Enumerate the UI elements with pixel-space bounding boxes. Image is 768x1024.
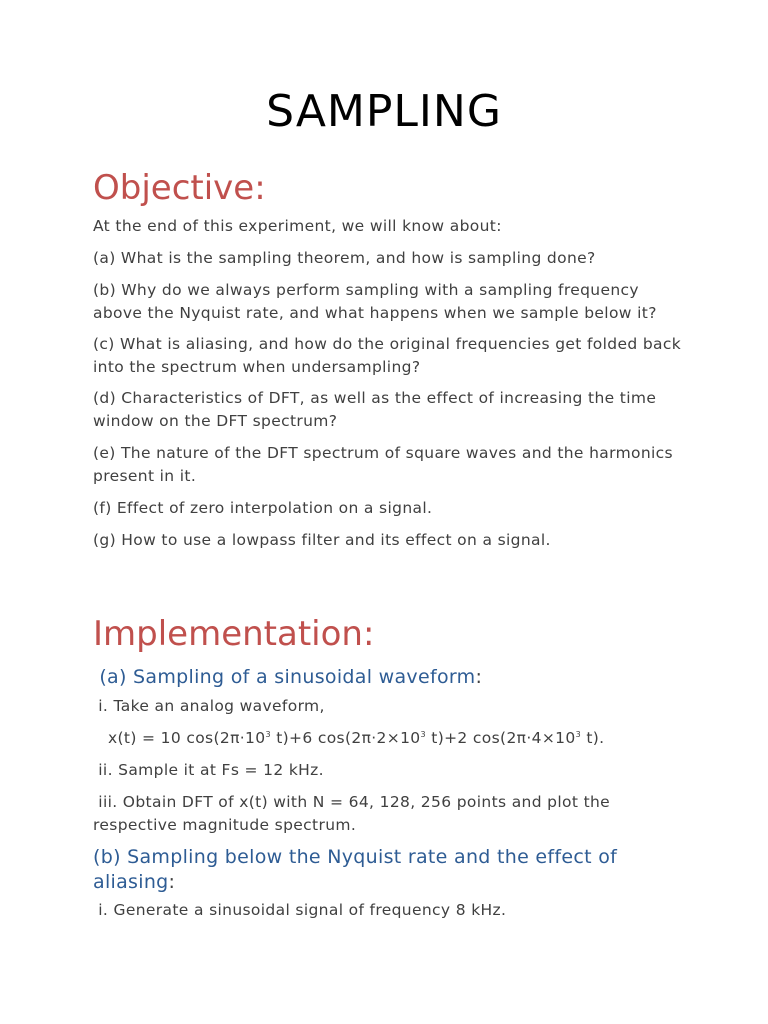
section-b-step-i: i. Generate a sinusoidal signal of frequency 8 kHz.: [93, 901, 507, 919]
objective-item-c: (c) What is aliasing, and how do the original frequencies get folded back into the spectrum when undersampling?: [93, 335, 682, 376]
formula-exponent-3: 3: [575, 730, 582, 739]
objective-item-a: (a) What is the sampling theorem, and how is sampling done?: [93, 249, 596, 267]
implementation-heading: Implementation:: [93, 614, 375, 654]
formula-part-1: x(t) = 10 cos(2π·10: [108, 729, 266, 747]
formula-part-3: t)+2 cos(2π·4×10: [425, 729, 576, 747]
section-a-heading-text: (a) Sampling of a sinusoidal waveform: [93, 666, 476, 688]
section-a-step-iii: iii. Obtain DFT of x(t) with N = 64, 128, 256 points and plot the respective magnitude spectrum.: [93, 793, 616, 834]
section-b-heading-colon: :: [168, 871, 176, 893]
formula-part-2: t)+6 cos(2π·2×10: [270, 729, 421, 747]
objective-heading: Objective:: [93, 168, 266, 208]
section-a-step-i: i. Take an analog waveform,: [93, 697, 325, 715]
section-a-heading-colon: :: [475, 666, 483, 688]
formula-exponent-1: 3: [265, 730, 271, 739]
formula-part-4: t).: [581, 729, 605, 747]
document-title: SAMPLING: [266, 86, 502, 137]
objective-item-g: (g) How to use a lowpass filter and its effect on a signal.: [93, 531, 551, 549]
section-b-heading-text: (b) Sampling below the Nyquist rate and the effect of aliasing: [93, 846, 618, 893]
objective-item-b: (b) Why do we always perform sampling with a sampling frequency above the Nyquist rate, and what happens when we sample below it?: [93, 281, 657, 322]
objective-item-f: (f) Effect of zero interpolation on a signal.: [93, 499, 433, 517]
section-a-formula: [108, 727, 698, 750]
section-a-heading: [93, 665, 683, 690]
objective-item-d: (d) Characteristics of DFT, as well as the effect of increasing the time window on the DFT spectrum?: [93, 389, 657, 430]
objective-item-e: (e) The nature of the DFT spectrum of square waves and the harmonics present in it.: [93, 444, 673, 485]
section-a-step-ii: ii. Sample it at Fs = 12 kHz.: [93, 761, 324, 779]
objective-intro: At the end of this experiment, we will know about:: [93, 217, 502, 235]
formula-exponent-2: 3: [420, 730, 426, 739]
section-b-heading: [93, 845, 683, 895]
